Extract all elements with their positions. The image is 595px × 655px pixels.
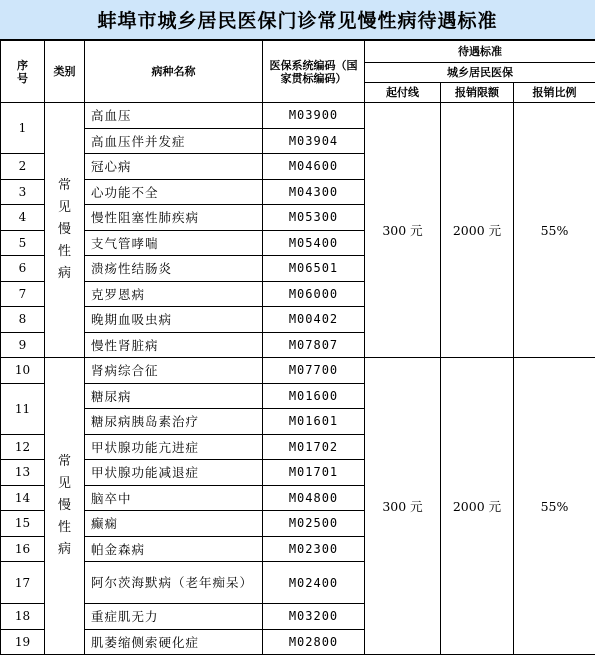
row-seq: 11 bbox=[1, 383, 45, 434]
disease-name: 肌萎缩侧索硬化症 bbox=[85, 629, 263, 655]
row-seq: 15 bbox=[1, 511, 45, 537]
row-seq: 4 bbox=[1, 205, 45, 231]
row-seq: 5 bbox=[1, 230, 45, 256]
disease-name: 冠心病 bbox=[85, 154, 263, 180]
row-seq: 13 bbox=[1, 460, 45, 486]
page-title: 蚌埠市城乡居民医保门诊常见慢性病待遇标准 bbox=[0, 0, 595, 40]
disease-name: 重症肌无力 bbox=[85, 604, 263, 630]
header-threshold: 起付线 bbox=[365, 83, 441, 103]
row-seq: 14 bbox=[1, 485, 45, 511]
disease-code: M02800 bbox=[263, 629, 365, 655]
header-limit: 报销限额 bbox=[441, 83, 514, 103]
row-seq: 7 bbox=[1, 281, 45, 307]
header-code: 医保系统编码（国家贯标编码） bbox=[263, 41, 365, 103]
disease-name: 糖尿病胰岛素治疗 bbox=[85, 409, 263, 435]
row-seq: 2 bbox=[1, 154, 45, 180]
benefit-limit: 2000 元 bbox=[441, 358, 514, 655]
disease-code: M06501 bbox=[263, 256, 365, 282]
benefit-threshold: 300 元 bbox=[365, 103, 441, 358]
row-seq: 6 bbox=[1, 256, 45, 282]
disease-name: 慢性肾脏病 bbox=[85, 332, 263, 358]
disease-code: M02400 bbox=[263, 562, 365, 604]
disease-name: 慢性阻塞性肺疾病 bbox=[85, 205, 263, 231]
disease-name: 高血压伴并发症 bbox=[85, 128, 263, 154]
disease-code: M07807 bbox=[263, 332, 365, 358]
row-seq: 1 bbox=[1, 103, 45, 154]
benefit-threshold: 300 元 bbox=[365, 358, 441, 655]
disease-name: 癫痫 bbox=[85, 511, 263, 537]
disease-code: M04600 bbox=[263, 154, 365, 180]
header-category: 类别 bbox=[45, 41, 85, 103]
benefit-ratio: 55% bbox=[514, 358, 595, 655]
row-seq: 17 bbox=[1, 562, 45, 604]
disease-code: M03200 bbox=[263, 604, 365, 630]
row-seq: 10 bbox=[1, 358, 45, 384]
disease-code: M07700 bbox=[263, 358, 365, 384]
header-benefit: 待遇标准 bbox=[365, 41, 595, 63]
benefit-limit: 2000 元 bbox=[441, 103, 514, 358]
row-seq: 9 bbox=[1, 332, 45, 358]
row-seq: 12 bbox=[1, 434, 45, 460]
disease-name: 脑卒中 bbox=[85, 485, 263, 511]
row-seq: 16 bbox=[1, 536, 45, 562]
benefit-ratio: 55% bbox=[514, 103, 595, 358]
disease-name: 甲状腺功能亢进症 bbox=[85, 434, 263, 460]
category-label: 常见慢性病 bbox=[45, 103, 85, 358]
benefit-table bbox=[0, 40, 595, 655]
table-row bbox=[1, 103, 595, 129]
disease-name: 溃疡性结肠炎 bbox=[85, 256, 263, 282]
disease-code: M06000 bbox=[263, 281, 365, 307]
row-seq: 18 bbox=[1, 604, 45, 630]
disease-code: M02300 bbox=[263, 536, 365, 562]
disease-code: M01702 bbox=[263, 434, 365, 460]
disease-code: M02500 bbox=[263, 511, 365, 537]
disease-code: M01701 bbox=[263, 460, 365, 486]
disease-name: 心功能不全 bbox=[85, 179, 263, 205]
disease-name: 肾病综合征 bbox=[85, 358, 263, 384]
disease-name: 糖尿病 bbox=[85, 383, 263, 409]
header-scheme: 城乡居民医保 bbox=[365, 63, 595, 83]
disease-name: 晚期血吸虫病 bbox=[85, 307, 263, 333]
disease-code: M03904 bbox=[263, 128, 365, 154]
disease-name: 高血压 bbox=[85, 103, 263, 129]
disease-name: 帕金森病 bbox=[85, 536, 263, 562]
disease-code: M05400 bbox=[263, 230, 365, 256]
row-seq: 3 bbox=[1, 179, 45, 205]
disease-code: M01600 bbox=[263, 383, 365, 409]
table-row bbox=[1, 358, 595, 384]
disease-code: M01601 bbox=[263, 409, 365, 435]
disease-code: M04800 bbox=[263, 485, 365, 511]
disease-name: 克罗恩病 bbox=[85, 281, 263, 307]
row-seq: 8 bbox=[1, 307, 45, 333]
disease-code: M04300 bbox=[263, 179, 365, 205]
disease-code: M03900 bbox=[263, 103, 365, 129]
header-ratio: 报销比例 bbox=[514, 83, 595, 103]
disease-name: 支气管哮喘 bbox=[85, 230, 263, 256]
disease-name: 甲状腺功能减退症 bbox=[85, 460, 263, 486]
header-disease-name: 病种名称 bbox=[85, 41, 263, 103]
disease-name: 阿尔茨海默病（老年痴呆） bbox=[85, 562, 263, 604]
row-seq: 19 bbox=[1, 629, 45, 655]
category-label: 常见慢性病 bbox=[45, 358, 85, 655]
disease-code: M00402 bbox=[263, 307, 365, 333]
header-seq: 序 号 bbox=[1, 41, 45, 103]
disease-code: M05300 bbox=[263, 205, 365, 231]
